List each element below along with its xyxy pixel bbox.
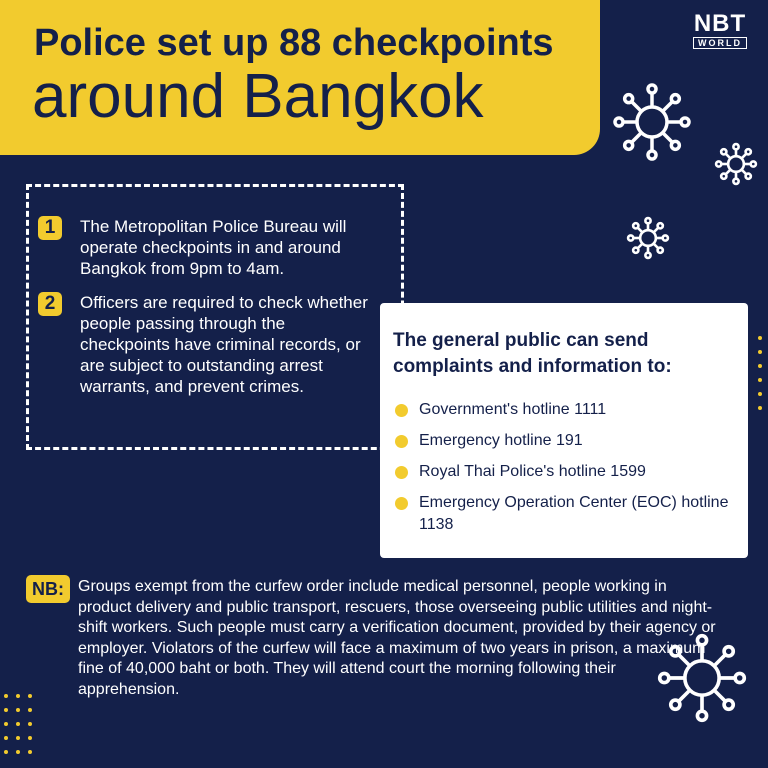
dot-pattern	[752, 330, 768, 450]
nb-badge: NB:	[26, 575, 70, 603]
logo-sub: WORLD	[693, 37, 747, 49]
page-title: Police set up 88 checkpoints	[34, 22, 554, 64]
hotline-list	[395, 399, 745, 545]
virus-icon	[610, 80, 694, 164]
bullet-dot	[395, 497, 408, 510]
point-item	[38, 292, 378, 397]
point-text: Officers are required to check whether people passing through the checkpoints have criminal records, or are subject to outstanding arrest warrants, and prevent crimes.	[80, 293, 368, 396]
point-number: 1	[38, 216, 62, 240]
nb-text: Groups exempt from the curfew order include medical personnel, people working in product delivery and public transport, rescuers, those overseeing public utilities and night-shift workers. Such people must carry a verification document, provided by their agency or employer. Violators of the curfew will face a maximum of two years in prison, a maximum fine of 40,000 baht or both. They will attend court the morning following their apprehension.	[78, 578, 716, 698]
nbt-world-logo	[688, 12, 752, 49]
title-banner	[0, 0, 600, 155]
complaints-heading: The general public can send complaints and information to:	[393, 330, 672, 377]
logo-brand: NBT	[693, 10, 747, 37]
bullet-dot	[395, 466, 408, 479]
virus-icon	[626, 216, 670, 260]
bullet-dot	[395, 404, 408, 417]
list-item	[395, 492, 745, 536]
list-item	[395, 461, 745, 483]
virus-icon	[714, 142, 758, 186]
list-item	[395, 430, 745, 452]
list-item	[395, 399, 745, 421]
complaints-card	[380, 303, 748, 558]
point-item	[38, 216, 378, 279]
hotline-text: Emergency Operation Center (EOC) hotline 1138	[419, 494, 729, 533]
hotline-text: Emergency hotline 191	[419, 432, 583, 449]
dot-pattern	[0, 690, 46, 768]
page-subtitle: around Bangkok	[32, 62, 484, 131]
point-number: 2	[38, 292, 62, 316]
hotline-text: Royal Thai Police's hotline 1599	[419, 463, 646, 480]
hotline-text: Government's hotline 1111	[419, 401, 607, 418]
bullet-dot	[395, 435, 408, 448]
point-text: The Metropolitan Police Bureau will operate checkpoints in and around Bangkok from 9pm to 4am.	[80, 217, 347, 278]
